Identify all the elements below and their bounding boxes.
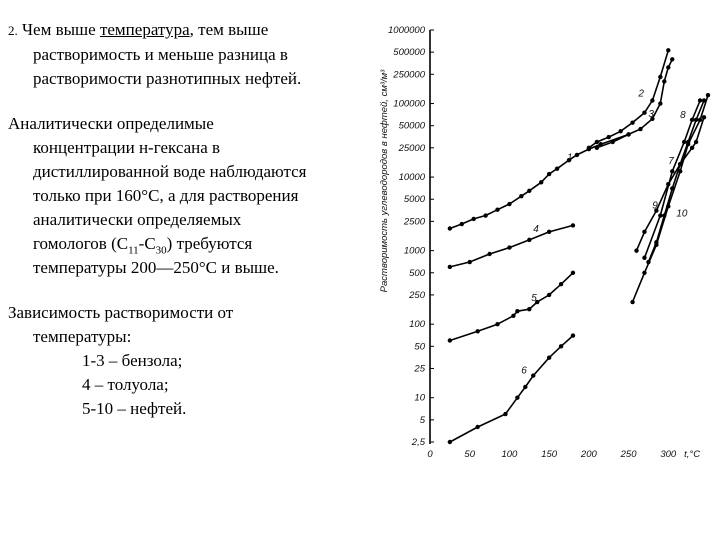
paragraph-hexane	[0, 112, 375, 280]
series-label-10: 10	[676, 208, 688, 220]
series-8-point	[698, 98, 702, 102]
y-tick-label: 1000	[403, 245, 425, 257]
series-4-point	[571, 223, 575, 227]
p2-homolog-line: гомологов $(С_{11}-С_{30})$ требуются	[33, 234, 253, 257]
series-3-point	[595, 146, 599, 150]
series-6-point	[515, 396, 519, 400]
y-axis-label: Растворимость углеводородов в нефтей, см³/м³	[379, 69, 390, 293]
series-6-point	[547, 356, 551, 360]
series-2-point	[618, 129, 622, 133]
chart-series	[448, 48, 711, 444]
series-9-point	[694, 118, 698, 122]
x-tick-labels	[427, 449, 677, 460]
series-4-point	[448, 265, 452, 269]
series-2-point	[666, 48, 670, 52]
x-tick-label: 50	[464, 449, 476, 460]
y-tick-label: 10	[414, 392, 425, 404]
series-5-point	[448, 338, 452, 342]
x-tick-label: 150	[541, 449, 558, 460]
x-axis-label: t,°C	[684, 449, 701, 460]
series-2-point	[595, 140, 599, 144]
p2-line: аналитически определяемых	[33, 210, 242, 229]
series-3-point	[666, 65, 670, 69]
series-8-point	[658, 213, 662, 217]
series-label-8: 8	[680, 109, 686, 121]
series-2-point	[607, 135, 611, 139]
series-1-point	[547, 172, 551, 176]
x-tick-label: 0	[427, 449, 433, 460]
series-10-point	[698, 118, 702, 122]
p2-last: температуры 200—250°С и выше.	[33, 258, 279, 277]
series-3-point	[670, 57, 674, 61]
series-8-point	[682, 140, 686, 144]
series-label-3: 3	[648, 108, 654, 120]
x-tick-label: 200	[580, 449, 597, 460]
y-tick-label: 10000	[398, 172, 425, 184]
series-4-point	[468, 260, 472, 264]
legend-item: 5-10 – нефтей.	[82, 399, 187, 418]
p2-first: Аналитически определимые	[8, 114, 214, 133]
series-8-point	[642, 256, 646, 260]
y-tick-label: 500000	[393, 47, 425, 59]
series-5-point	[559, 282, 563, 286]
series-label-6: 6	[521, 365, 527, 377]
y-tick-label: 100	[409, 319, 425, 331]
legend-item: 4 – толуола;	[82, 375, 169, 394]
p1-post: , тем выше	[189, 20, 269, 39]
series-3-point	[658, 101, 662, 105]
series-3-point	[638, 127, 642, 131]
p1-underlined: температура	[99, 20, 190, 39]
series-line-8	[645, 101, 701, 258]
y-tick-label: 500	[409, 267, 425, 279]
x-tick-label: 100	[501, 449, 518, 460]
y-tick-label: 250000	[393, 69, 425, 81]
series-label-7: 7	[668, 156, 674, 168]
series-label-1: 1	[567, 152, 573, 164]
x-tick-label: 250	[620, 449, 637, 460]
series-10-point	[706, 93, 710, 97]
series-10-point	[686, 142, 690, 146]
paragraph-dependence	[0, 301, 375, 421]
series-1-point	[575, 153, 579, 157]
series-7-point	[690, 146, 694, 150]
series-6-point	[559, 344, 563, 348]
series-7-point	[634, 248, 638, 252]
series-5-point	[511, 314, 515, 318]
series-2-point	[587, 146, 591, 150]
paragraph-temperature	[0, 18, 375, 91]
y-tick-label: 25	[414, 363, 425, 375]
y-tick-label: 5000	[403, 194, 425, 206]
series-4-point	[527, 238, 531, 242]
y-tick-label: 100000	[393, 98, 425, 110]
y-tick-label: 25000	[398, 142, 425, 154]
p3-second: температуры:	[33, 327, 132, 346]
series-2-point	[650, 98, 654, 102]
series-10-point	[642, 271, 646, 275]
series-2-point	[642, 111, 646, 115]
series-3-point	[610, 140, 614, 144]
p2-line: только при 160°С, а для растворения	[33, 186, 299, 205]
legend-item: 1-3 – бензола;	[82, 351, 183, 370]
series-7-point	[702, 115, 706, 119]
series-1-point	[507, 202, 511, 206]
series-1-point	[483, 213, 487, 217]
series-10-point	[654, 243, 658, 247]
p1-line: растворимость и меньше разница в	[33, 45, 288, 64]
series-10-point	[666, 204, 670, 208]
y-tick-labels	[388, 25, 434, 448]
p2-line: дистиллированной воде наблюдаются	[33, 162, 307, 181]
series-4-point	[547, 230, 551, 234]
series-label-9: 9	[652, 200, 658, 212]
series-5-point	[547, 293, 551, 297]
series-1-point	[539, 180, 543, 184]
series-line-5	[450, 273, 573, 341]
y-tick-label: 50000	[398, 120, 425, 132]
series-label-2: 2	[638, 88, 644, 100]
series-1-point	[471, 217, 475, 221]
chart-svg	[372, 18, 712, 468]
series-4-point	[507, 245, 511, 249]
y-tick-label: 5	[419, 414, 425, 426]
series-8-point	[690, 118, 694, 122]
series-2-point	[658, 75, 662, 79]
series-5-point	[515, 309, 519, 313]
series-1-point	[495, 208, 499, 212]
series-7-point	[642, 230, 646, 234]
series-6-point	[531, 373, 535, 377]
series-1-point	[448, 226, 452, 230]
slide-text	[0, 18, 375, 442]
series-6-point	[503, 412, 507, 416]
series-label-4: 4	[533, 223, 539, 235]
series-6-point	[448, 440, 452, 444]
y-tick-label: 2,5	[411, 437, 425, 448]
series-4-point	[487, 252, 491, 256]
series-10-point	[630, 300, 634, 304]
p1-pre: Чем выше	[17, 20, 100, 39]
series-6-point	[523, 385, 527, 389]
series-3-point	[662, 79, 666, 83]
p2-line: концентрации н-гексана в	[33, 138, 221, 157]
p3-first: Зависимость растворимости от	[8, 303, 234, 322]
series-1-point	[527, 189, 531, 193]
series-5-point	[475, 329, 479, 333]
y-tick-label: 250	[409, 289, 425, 301]
p1-line: растворимости разнотипных нефтей.	[33, 69, 302, 88]
series-6-point	[571, 333, 575, 337]
series-6-point	[475, 425, 479, 429]
series-5-point	[495, 322, 499, 326]
series-10-point	[678, 169, 682, 173]
y-tick-label: 50	[414, 341, 425, 353]
series-line-6	[450, 336, 573, 442]
series-1-point	[519, 194, 523, 198]
y-tick-label: 1000000	[388, 25, 425, 36]
series-5-point	[527, 307, 531, 311]
item-number: 2.	[8, 23, 18, 38]
series-7-point	[694, 140, 698, 144]
y-tick-label: 2500	[403, 216, 425, 228]
series-8-point	[670, 169, 674, 173]
series-2-point	[630, 120, 634, 124]
series-label-5: 5	[531, 293, 537, 305]
series-1-point	[555, 167, 559, 171]
series-5-point	[571, 271, 575, 275]
series-3-point	[626, 132, 630, 136]
solubility-chart	[372, 18, 712, 468]
x-tick-label: 300	[660, 449, 677, 460]
series-1-point	[460, 222, 464, 226]
